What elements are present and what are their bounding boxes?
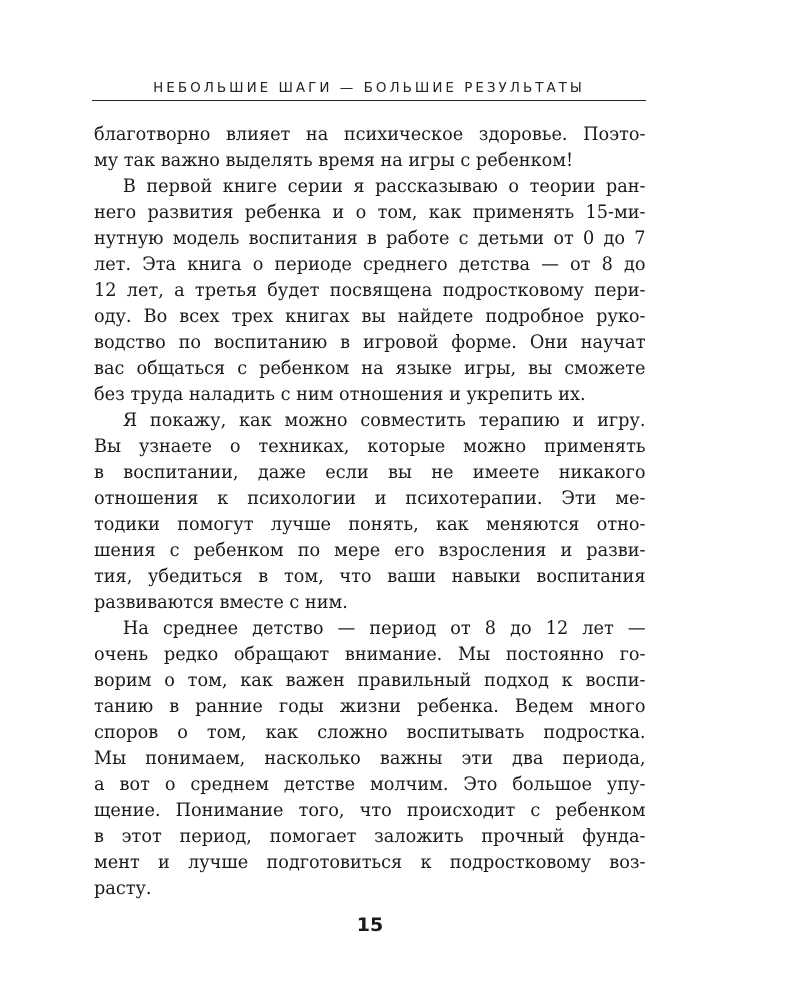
text-line: Я покажу, как можно совместить терапию и игру. (122, 409, 646, 431)
text-line: оду. Во всех трех книгах вы найдете подробное руко- (94, 305, 646, 327)
page-number: 15 (356, 914, 384, 936)
text-line: лет. Эта книга о периоде среднего детства — от 8 до (94, 253, 646, 275)
text-line: в воспитании, даже если вы не имеете никакого (94, 461, 646, 483)
text-line: тодики помогут лучше понять, как меняются отно- (94, 513, 646, 535)
body-text (94, 121, 646, 901)
text-line: благотворно влияет на психическое здоровье. Поэто- (94, 123, 646, 145)
text-line: Мы понимаем, насколько важны эти два периода, (94, 747, 646, 769)
text-line: вас общаться с ребенком на языке игры, вы сможете (94, 357, 646, 379)
text-line: щение. Понимание того, что происходит с ребенком (94, 799, 646, 821)
text-line: тия, убедиться в том, что ваши навыки воспитания (94, 565, 646, 587)
text-line: 12 лет, а третья будет посвящена подростковому пери- (94, 279, 646, 301)
text-line: споров о том, как сложно воспитывать подростка. (94, 721, 646, 743)
text-line: танию в ранние годы жизни ребенка. Ведем много (94, 695, 646, 717)
text-line: а вот о среднем детстве молчим. Это большое упу- (94, 773, 646, 795)
text-line: мент и лучше подготовиться к подростковому воз- (94, 851, 646, 873)
text-line: му так важно выделять время на игры с ребенком! (94, 149, 574, 171)
text-line: него развития ребенка и о том, как применять 15-ми- (94, 201, 646, 223)
text-line: Вы узнаете о техниках, которые можно применять (94, 435, 646, 457)
text-line: очень редко обращают внимание. Мы постоянно го- (94, 643, 646, 665)
text-line: в этот период, помогает заложить прочный фунда- (94, 825, 646, 847)
text-line: ворим о том, как важен правильный подход к воспи- (94, 669, 646, 691)
running-head: НЕБОЛЬШИЕ ШАГИ — БОЛЬШИЕ РЕЗУЛЬТАТЫ (153, 80, 585, 96)
text-line: без труда наладить с ним отношения и укрепить их. (94, 383, 586, 405)
text-line: развиваются вместе с ним. (94, 591, 348, 613)
text-line: На среднее детство — период от 8 до 12 лет — (122, 617, 646, 639)
text-line: отношения к психологии и психотерапии. Эти ме- (94, 487, 646, 509)
text-line: шения с ребенком по мере его взросления и разви- (94, 539, 646, 561)
header-rule (92, 100, 646, 101)
text-line: водство по воспитанию в игровой форме. Они научат (94, 331, 646, 353)
text-line: расту. (94, 877, 152, 899)
text-line: нутную модель воспитания в работе с детьми от 0 до 7 (94, 227, 646, 249)
text-line: В первой книге серии я рассказываю о теории ран- (122, 175, 646, 197)
